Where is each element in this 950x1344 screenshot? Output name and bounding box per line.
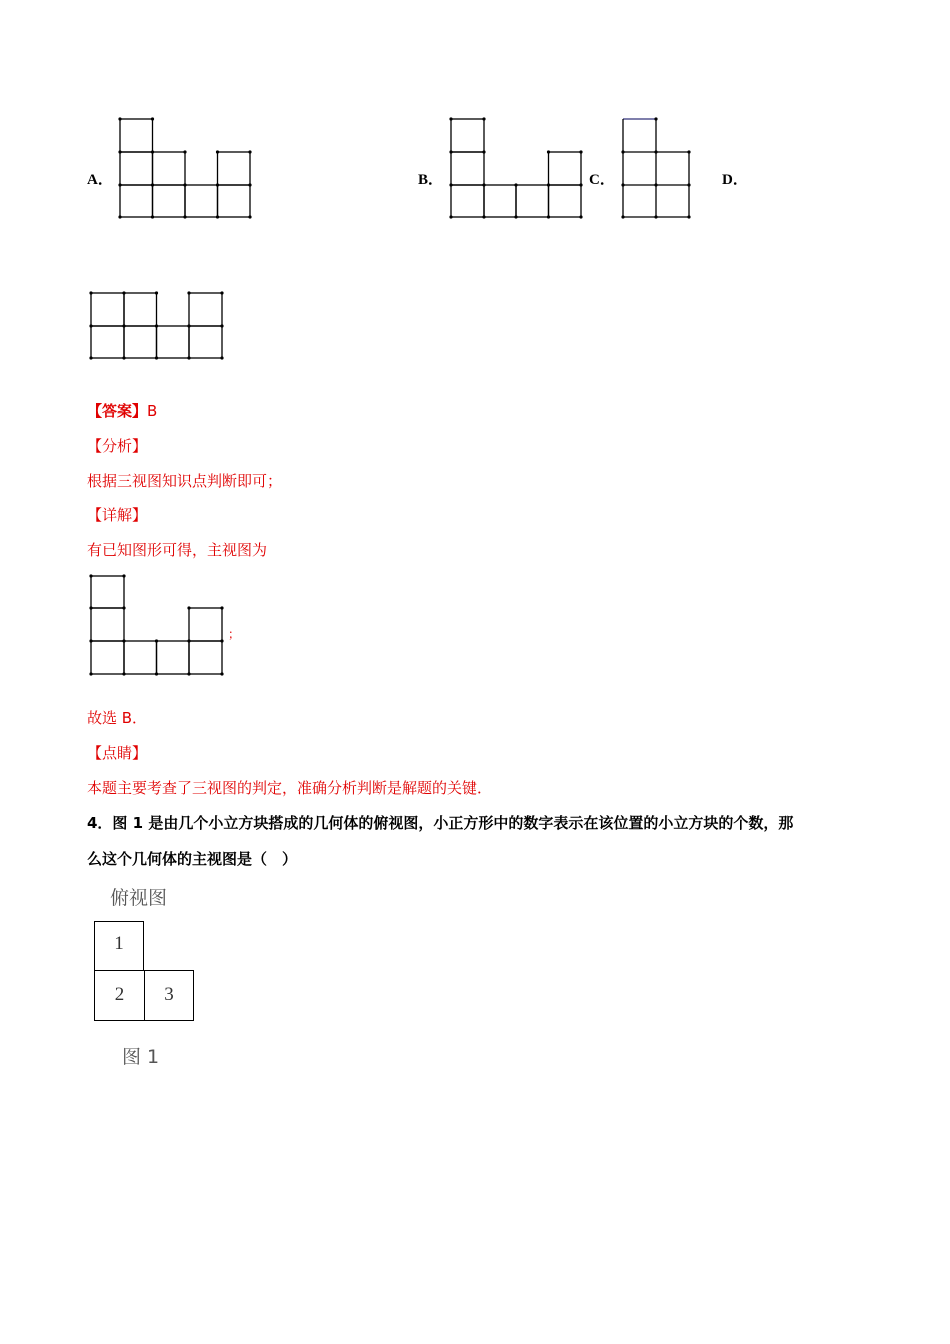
option-a-label: A．	[87, 172, 113, 188]
cell-2-value: 2	[114, 984, 125, 1005]
analysis-text: 根据三视图知识点判断即可；	[87, 472, 283, 490]
option-c-figure	[618, 114, 698, 224]
answer-value: B	[147, 402, 158, 420]
top-view-title: 俯视图	[110, 887, 168, 909]
cell-1-value: 1	[114, 933, 124, 954]
option-a-figure	[115, 114, 255, 224]
option-d-label: D．	[722, 172, 748, 188]
answer-line	[87, 400, 157, 421]
question4-line2: 么这个几何体的主视图是（ ）	[87, 850, 298, 868]
analysis-tag: 【分析】	[87, 437, 148, 455]
figure-semicolon: ；	[228, 627, 241, 641]
option-b-figure	[446, 114, 586, 224]
top-view-cell-3	[144, 970, 194, 1021]
answer-tag: 【答案】	[87, 402, 148, 420]
option-b-label: B．	[418, 172, 444, 188]
question4-line1: 4．图 1 是由几个小立方块搭成的几何体的俯视图，小正方形中的数字表示在该位置的小立方块的个数，那	[87, 814, 794, 832]
option-c-label: C．	[589, 172, 615, 188]
top-view-cell-2	[94, 970, 145, 1021]
detail-tag: 【详解】	[87, 506, 148, 524]
cell-3-value: 3	[164, 984, 174, 1005]
option-d-figure	[86, 288, 231, 366]
detail-text: 有已知图形可得，主视图为	[87, 541, 268, 559]
comment-text: 本题主要考查了三视图的判定，准确分析判断是解题的关键．	[87, 779, 493, 797]
top-view-cell-1	[94, 921, 144, 971]
comment-tag: 【点睛】	[87, 744, 148, 762]
figure1-caption: 图 1	[122, 1046, 160, 1068]
conclusion-text: 故选 B．	[87, 709, 148, 727]
main-view-figure	[86, 571, 231, 679]
